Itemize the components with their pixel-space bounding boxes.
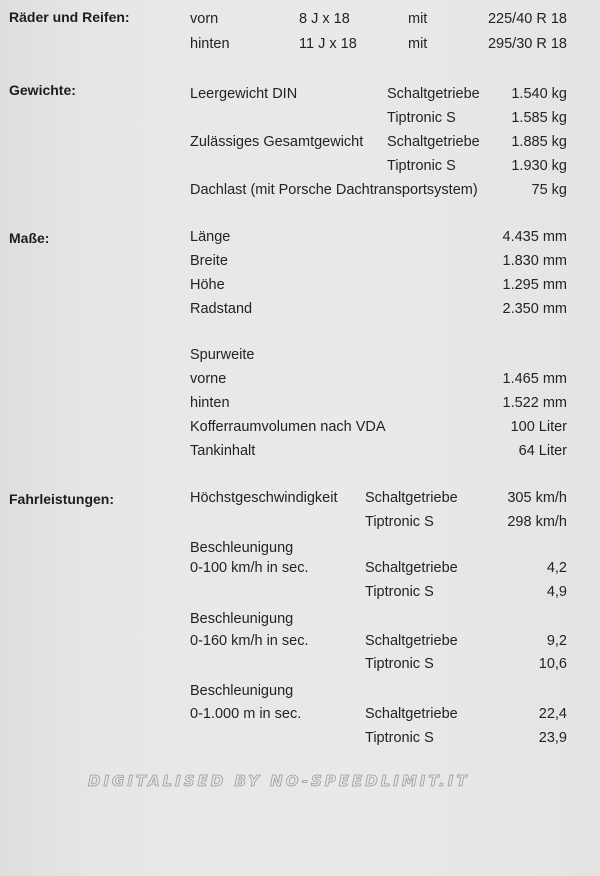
row-label: 0-160 km/h in sec. xyxy=(190,633,309,649)
watermark: DIGITALISED BY NO-SPEEDLIMIT.IT xyxy=(88,772,470,790)
row-value: 100 Liter xyxy=(510,419,567,435)
spec-row xyxy=(0,510,600,534)
spec-row xyxy=(0,178,600,202)
row-value: 23,9 xyxy=(538,730,567,746)
row-label: Höhe xyxy=(190,277,225,293)
spec-row xyxy=(0,726,600,750)
row-label: Beschleunigung xyxy=(190,540,294,556)
row-variant: Tiptronic S xyxy=(365,730,434,746)
spec-row xyxy=(0,679,600,703)
row-variant: Schaltgetriebe xyxy=(387,134,480,150)
rim-size: 8 J x 18 xyxy=(299,11,350,27)
row-value: 1.585 kg xyxy=(511,110,567,126)
row-label: Tankinhalt xyxy=(190,443,256,459)
heading-performance: Fahrleistungen: xyxy=(9,491,115,507)
row-value: 1.885 kg xyxy=(511,134,567,150)
row-label: Kofferraumvolumen nach VDA xyxy=(190,419,386,435)
row-value: 1.522 mm xyxy=(502,395,567,411)
row-value: 4,2 xyxy=(546,560,567,576)
row-label: Leergewicht DIN xyxy=(190,86,298,102)
row-label: 0-100 km/h in sec. xyxy=(190,560,309,576)
tire-size: 225/40 R 18 xyxy=(487,11,567,27)
row-variant: Schaltgetriebe xyxy=(365,560,458,576)
row-variant: Tiptronic S xyxy=(365,514,434,530)
spec-row xyxy=(0,556,600,580)
row-label: 0-1.000 m in sec. xyxy=(190,706,302,722)
row-label: Spurweite xyxy=(190,347,255,363)
row-label: Länge xyxy=(190,229,231,245)
connector: mit xyxy=(408,36,428,52)
row-value: 1.540 kg xyxy=(511,86,567,102)
row-value: 305 km/h xyxy=(507,490,567,506)
row-variant: Schaltgetriebe xyxy=(365,706,458,722)
row-value: 9,2 xyxy=(546,633,567,649)
spec-row xyxy=(0,702,600,726)
row-label: Höchstgeschwindigkeit xyxy=(190,490,338,506)
spec-row xyxy=(0,297,600,321)
row-value: 4,9 xyxy=(546,584,567,600)
spec-row xyxy=(0,415,600,439)
row-label: Beschleunigung xyxy=(190,683,294,699)
spec-row xyxy=(0,652,600,676)
row-value: 4.435 mm xyxy=(502,229,567,245)
row-value: 1.295 mm xyxy=(502,277,567,293)
spec-row xyxy=(0,343,600,367)
spec-row xyxy=(0,367,600,391)
row-value: 1.465 mm xyxy=(502,371,567,387)
row-value: 1.830 mm xyxy=(502,253,567,269)
row-variant: Tiptronic S xyxy=(365,656,434,672)
row-variant: Schaltgetriebe xyxy=(365,490,458,506)
spec-row xyxy=(0,273,600,297)
row-variant: Tiptronic S xyxy=(387,110,456,126)
row-value: 75 kg xyxy=(531,182,567,198)
spec-row xyxy=(0,580,600,604)
spec-row xyxy=(0,32,600,56)
row-label: Dachlast (mit Porsche Dachtransportsystem) xyxy=(190,182,478,198)
heading-dimensions: Maße: xyxy=(9,230,50,246)
spec-row xyxy=(0,106,600,130)
row-label: vorn xyxy=(190,11,219,27)
row-value: 298 km/h xyxy=(507,514,567,530)
spec-row xyxy=(0,391,600,415)
row-value: 2.350 mm xyxy=(502,301,567,317)
spec-row xyxy=(0,607,600,631)
row-value: 1.930 kg xyxy=(511,158,567,174)
heading-weights: Gewichte: xyxy=(9,82,76,98)
spec-row xyxy=(0,82,600,106)
spec-row xyxy=(0,439,600,463)
tire-size: 295/30 R 18 xyxy=(487,36,567,52)
row-variant: Schaltgetriebe xyxy=(387,86,480,102)
spec-row xyxy=(0,130,600,154)
row-value: 22,4 xyxy=(538,706,567,722)
row-label: Breite xyxy=(190,253,228,269)
spec-row xyxy=(0,7,600,31)
row-label: Beschleunigung xyxy=(190,611,294,627)
row-variant: Tiptronic S xyxy=(365,584,434,600)
spec-row xyxy=(0,154,600,178)
row-variant: Schaltgetriebe xyxy=(365,633,458,649)
connector: mit xyxy=(408,11,428,27)
row-value: 10,6 xyxy=(538,656,567,672)
spec-row xyxy=(0,629,600,653)
row-label: Radstand xyxy=(190,301,253,317)
heading-wheels-tires: Räder und Reifen: xyxy=(9,9,130,25)
row-label: hinten xyxy=(190,395,230,411)
row-label: Zulässiges Gesamtgewicht xyxy=(190,134,364,150)
row-value: 64 Liter xyxy=(518,443,567,459)
rim-size: 11 J x 18 xyxy=(299,36,357,52)
row-variant: Tiptronic S xyxy=(387,158,456,174)
row-label: hinten xyxy=(190,36,230,52)
spec-row xyxy=(0,249,600,273)
spec-row xyxy=(0,486,600,510)
row-label: vorne xyxy=(190,371,227,387)
spec-row xyxy=(0,225,600,249)
